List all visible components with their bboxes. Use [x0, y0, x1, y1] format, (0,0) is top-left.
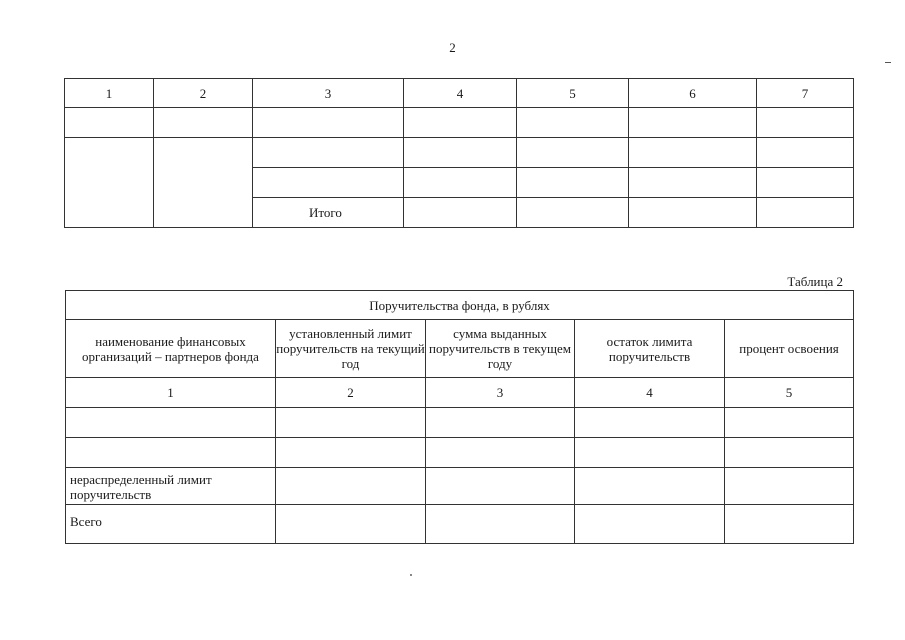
table-2-column-header: установленный лимит поручительств на текущий год [276, 320, 426, 378]
table-1-cell [253, 108, 404, 138]
table-2-title: Поручительства фонда, в рублях [66, 291, 854, 320]
table-2-cell [276, 505, 426, 544]
table-2-cell [276, 438, 426, 468]
table-1-cell [404, 168, 517, 198]
table-1-header-cell: 2 [154, 79, 253, 108]
table-2-cell [575, 505, 725, 544]
table-1-cell [253, 168, 404, 198]
table-1-header-cell: 6 [629, 79, 757, 108]
table-1 [64, 78, 854, 228]
table-2-column-number: 2 [276, 378, 426, 408]
table-1-row [65, 108, 854, 138]
table-1-cell [65, 108, 154, 138]
table-1-cell [517, 198, 629, 228]
table-2-unallocated-row [66, 468, 854, 505]
table-2-column-header: наименование финансовых организаций – партнеров фонда [66, 320, 276, 378]
table-1-row [65, 138, 854, 168]
table-1-merged-cell [65, 138, 154, 228]
table-2-cell [426, 438, 575, 468]
table-1-header-cell: 7 [757, 79, 854, 108]
table-1-cell [404, 108, 517, 138]
table-1-cell [404, 138, 517, 168]
table-2-number-row [66, 378, 854, 408]
table-2-cell [725, 438, 854, 468]
table-1-cell [757, 108, 854, 138]
table-2-column-header: процент освоения [725, 320, 854, 378]
table-1-cell [757, 168, 854, 198]
table-2-title-row [66, 291, 854, 320]
table-2-column-number: 3 [426, 378, 575, 408]
table-1-header-cell: 1 [65, 79, 154, 108]
table-1-cell [629, 138, 757, 168]
table-2-cell [276, 408, 426, 438]
table-2-cell [276, 468, 426, 505]
table-2-row [66, 408, 854, 438]
table-2-cell [426, 468, 575, 505]
table-2-cell [426, 505, 575, 544]
table-1-cell [517, 108, 629, 138]
table-2-column-number: 1 [66, 378, 276, 408]
table-2-column-header: остаток лимита поручительств [575, 320, 725, 378]
table-1-header-cell: 4 [404, 79, 517, 108]
table-2-cell [575, 408, 725, 438]
table-2-column-number: 4 [575, 378, 725, 408]
table-2-column-headers [66, 320, 854, 378]
table-1-cell [404, 198, 517, 228]
table-1-header-row [65, 79, 854, 108]
table-2-cell [725, 468, 854, 505]
table-1-cell [757, 198, 854, 228]
table-1-header-cell: 3 [253, 79, 404, 108]
scan-speck [410, 574, 412, 576]
table-1-header-cell: 5 [517, 79, 629, 108]
edge-mark [885, 62, 891, 63]
table-1-cell [757, 138, 854, 168]
table-2-row [66, 438, 854, 468]
table-1-cell [629, 198, 757, 228]
table-2-total-row [66, 505, 854, 544]
table-1-cell [154, 108, 253, 138]
table-1-cell [517, 138, 629, 168]
table-2-cell [426, 408, 575, 438]
table-2-unallocated-label: нераспределенный лимит поручительств [66, 468, 276, 505]
table-2-cell [725, 408, 854, 438]
table-2-cell [575, 438, 725, 468]
table-2-cell [66, 438, 276, 468]
table-2-total-label: Всего [66, 505, 276, 544]
table-1-merged-cell [154, 138, 253, 228]
table-2-cell [66, 408, 276, 438]
table-1-cell [629, 168, 757, 198]
table-1-cell [517, 168, 629, 198]
table-2-cell [725, 505, 854, 544]
table-1-cell [253, 138, 404, 168]
table-2-column-header: сумма выданных поручительств в текущем году [426, 320, 575, 378]
table-1-total-label: Итого [253, 198, 404, 228]
table-2-cell [575, 468, 725, 505]
table-2-caption: Таблица 2 [787, 274, 843, 289]
table-1-cell [629, 108, 757, 138]
table-2-column-number: 5 [725, 378, 854, 408]
page-number: 2 [449, 40, 456, 55]
table-2 [65, 290, 854, 544]
